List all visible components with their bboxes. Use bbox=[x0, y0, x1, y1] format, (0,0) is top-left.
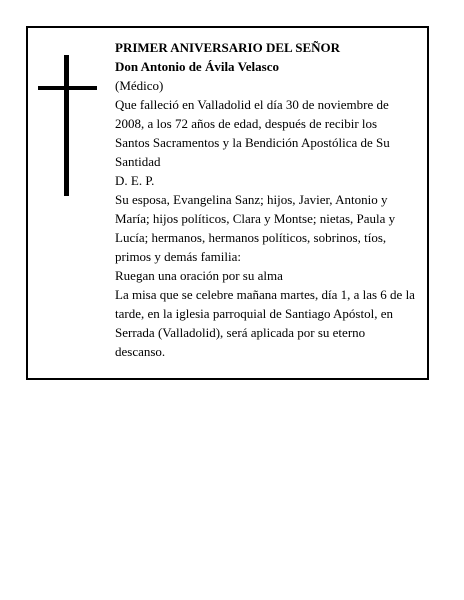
rip-line: D. E. P. bbox=[115, 173, 155, 188]
cross-vertical-bar bbox=[64, 55, 69, 196]
death-details: Que falleció en Valladolid el día 30 de noviembre de 2008, a los 72 años de edad, después de recibir los Santos Sacramentos y la Bendición Apostólica de Su Santidad bbox=[115, 97, 390, 169]
obituary-text bbox=[115, 38, 415, 361]
cross-horizontal-bar bbox=[38, 86, 97, 90]
notice-heading: PRIMER ANIVERSARIO DEL SEÑOR bbox=[115, 40, 341, 55]
deceased-profession: (Médico) bbox=[115, 78, 164, 93]
mass-details: La misa que se celebre mañana martes, día 1, a las 6 de la tarde, en la iglesia parroquial de Santiago Apóstol, en Serrada (Valladolid), será aplicada por su eterno descanso. bbox=[115, 287, 415, 359]
family-list: Su esposa, Evangelina Sanz; hijos, Javier, Antonio y María; hijos políticos, Clara y Montse; nietas, Paula y Lucía; hermanos, hermanos políticos, sobrinos, tíos, primos y demás familia: bbox=[115, 192, 396, 264]
prayer-request: Ruegan una oración por su alma bbox=[115, 268, 283, 283]
deceased-name: Don Antonio de Ávila Velasco bbox=[115, 59, 279, 74]
